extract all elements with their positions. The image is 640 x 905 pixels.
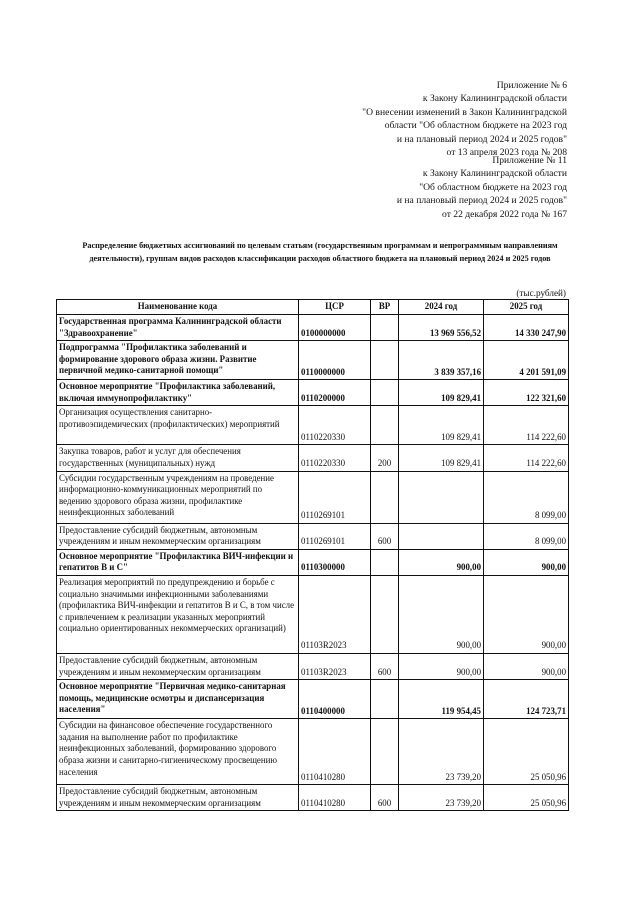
cell-name: Предоставление субсидий бюджетным, автономным учреждениям и иным некоммерческим организациям	[57, 653, 299, 679]
cell-name: Основное мероприятие "Первичная медико-санитарная помощь, медицинские осмотры и диспансеризация населения"	[57, 680, 299, 719]
cell-2025: 25 050,96	[484, 785, 569, 811]
table-row	[57, 471, 569, 523]
cell-vr: 600	[371, 785, 399, 811]
cell-2025: 122 321,60	[484, 380, 569, 406]
cell-csr: 0110269101	[299, 523, 371, 549]
cell-name: Предоставление субсидий бюджетным, автономным учреждениям и иным некоммерческим организациям	[57, 523, 299, 549]
cell-name: Субсидии государственным учреждениям на проведение информационно-коммуникационных мероприятий по ведению здорового образа жизни, профилактике неинфекционных заболеваний	[57, 471, 299, 523]
cell-csr: 0110220330	[299, 406, 371, 445]
cell-2024: 900,00	[399, 653, 484, 679]
cell-vr: 200	[371, 445, 399, 471]
cell-name: Субсидии на финансовое обеспечение государственного задания на выполнение работ по профилактике неинфекционных заболеваний, формированию здорового образа жизни и санитарно-гигиеническому просвещению населения	[57, 719, 299, 785]
unit-note: (тыс.рублей)	[516, 288, 566, 298]
cell-vr	[371, 575, 399, 653]
cell-vr	[371, 680, 399, 719]
table-body	[57, 315, 569, 811]
cell-csr: 0110400000	[299, 680, 371, 719]
cell-csr: 0100000000	[299, 315, 371, 341]
table-row	[57, 406, 569, 445]
cell-name: Основное мероприятие "Профилактика ВИЧ-инфекции и гепатитов В и С"	[57, 549, 299, 575]
header-line: "О внесении изменений в Закон Калининградской	[362, 106, 567, 118]
table-row	[57, 575, 569, 653]
cell-csr: 0110200000	[299, 380, 371, 406]
header-line: от 13 апреля 2023 года № 208	[446, 147, 567, 159]
cell-2025: 114 222,60	[484, 406, 569, 445]
cell-csr: 01103R2023	[299, 653, 371, 679]
appendix-header-original	[397, 154, 567, 221]
header-line: и на плановый период 2024 и 2025 годов"	[396, 133, 567, 145]
header-line: "Об областном бюджете на 2023 год	[419, 181, 567, 193]
cell-2025: 900,00	[484, 575, 569, 653]
header-line: Приложение № 6	[496, 80, 567, 91]
table-row	[57, 315, 569, 341]
cell-csr: 0110000000	[299, 341, 371, 380]
cell-vr	[371, 719, 399, 785]
cell-2024: 109 829,41	[399, 406, 484, 445]
cell-2025: 900,00	[484, 549, 569, 575]
cell-vr: 600	[371, 523, 399, 549]
cell-2024: 900,00	[399, 575, 484, 653]
cell-2024: 119 954,45	[399, 680, 484, 719]
cell-2024: 900,00	[399, 549, 484, 575]
column-header-name: Наименование кода	[57, 300, 299, 315]
cell-name: Предоставление субсидий бюджетным, автономным учреждениям и иным некоммерческим организациям	[57, 785, 299, 811]
appendix-header-amendment	[362, 79, 567, 159]
header-line: области "Об областном бюджете на 2023 год	[384, 120, 567, 132]
cell-2024: 23 739,20	[399, 719, 484, 785]
header-line: к Закону Калининградской области	[422, 168, 567, 180]
document-title: Распределение бюджетных ассигнований по целевым статьям (государственным программам и непрограммным направлениям деятельности), группам видов расходов классификации расходов областного бюджета на плановый период 2024 и 2025 годов	[82, 241, 558, 263]
cell-csr: 0110410280	[299, 785, 371, 811]
column-header-2024: 2024 год	[399, 300, 484, 315]
cell-2024: 109 829,41	[399, 380, 484, 406]
header-line: от 22 декабря 2022 года № 167	[442, 208, 567, 220]
cell-2025: 8 099,00	[484, 523, 569, 549]
table-row	[57, 549, 569, 575]
table-row	[57, 380, 569, 406]
cell-2025: 25 050,96	[484, 719, 569, 785]
header-line: Приложение № 11	[492, 155, 567, 166]
cell-2024: 3 839 357,16	[399, 341, 484, 380]
table-row	[57, 785, 569, 811]
cell-name: Закупка товаров, работ и услуг для обеспечения государственных (муниципальных) нужд	[57, 445, 299, 471]
table-header-row	[57, 300, 569, 315]
cell-2025: 124 723,71	[484, 680, 569, 719]
cell-csr: 01103R2023	[299, 575, 371, 653]
cell-vr	[371, 341, 399, 380]
column-header-vr: ВР	[371, 300, 399, 315]
table-row	[57, 653, 569, 679]
cell-2024: 13 969 556,52	[399, 315, 484, 341]
cell-2025: 14 330 247,90	[484, 315, 569, 341]
cell-csr: 0110269101	[299, 471, 371, 523]
header-line: и на плановый период 2024 и 2025 годов"	[396, 195, 567, 207]
table-row	[57, 680, 569, 719]
cell-2025: 8 099,00	[484, 471, 569, 523]
cell-2024: 109 829,41	[399, 445, 484, 471]
table-row	[57, 719, 569, 785]
column-header-2025: 2025 год	[484, 300, 569, 315]
cell-csr: 0110410280	[299, 719, 371, 785]
cell-2025: 114 222,60	[484, 445, 569, 471]
cell-vr	[371, 406, 399, 445]
table-row	[57, 523, 569, 549]
cell-2024	[399, 523, 484, 549]
cell-vr: 600	[371, 653, 399, 679]
table-row	[57, 445, 569, 471]
cell-vr	[371, 315, 399, 341]
cell-2025: 4 201 591,09	[484, 341, 569, 380]
cell-csr: 0110300000	[299, 549, 371, 575]
cell-name: Организация осуществления санитарно-противоэпидемических (профилактических) мероприятий	[57, 406, 299, 445]
column-header-csr: ЦСР	[299, 300, 371, 315]
header-line: к Закону Калининградской области	[422, 93, 567, 105]
cell-2024	[399, 471, 484, 523]
cell-name: Основное мероприятие "Профилактика заболеваний, включая иммунопрофилактику"	[57, 380, 299, 406]
cell-name: Реализация мероприятий по предупреждению и борьбе с социально значимыми инфекционными заболеваниями (профилактика ВИЧ-инфекции и гепатитов В и С, в том числе с привлечением к реализации указанных мероприятий социально ориентированных некоммерческих организаций)	[57, 575, 299, 653]
cell-2025: 900,00	[484, 653, 569, 679]
cell-2024: 23 739,20	[399, 785, 484, 811]
table-row	[57, 341, 569, 380]
cell-vr	[371, 549, 399, 575]
cell-name: Государственная программа Калининградской области "Здравоохранение"	[57, 315, 299, 341]
cell-vr	[371, 471, 399, 523]
cell-csr: 0110220330	[299, 445, 371, 471]
cell-name: Подпрограмма "Профилактика заболеваний и формирование здорового образа жизни. Развитие первичной медико-санитарной помощи"	[57, 341, 299, 380]
cell-vr	[371, 380, 399, 406]
budget-table	[56, 299, 569, 811]
